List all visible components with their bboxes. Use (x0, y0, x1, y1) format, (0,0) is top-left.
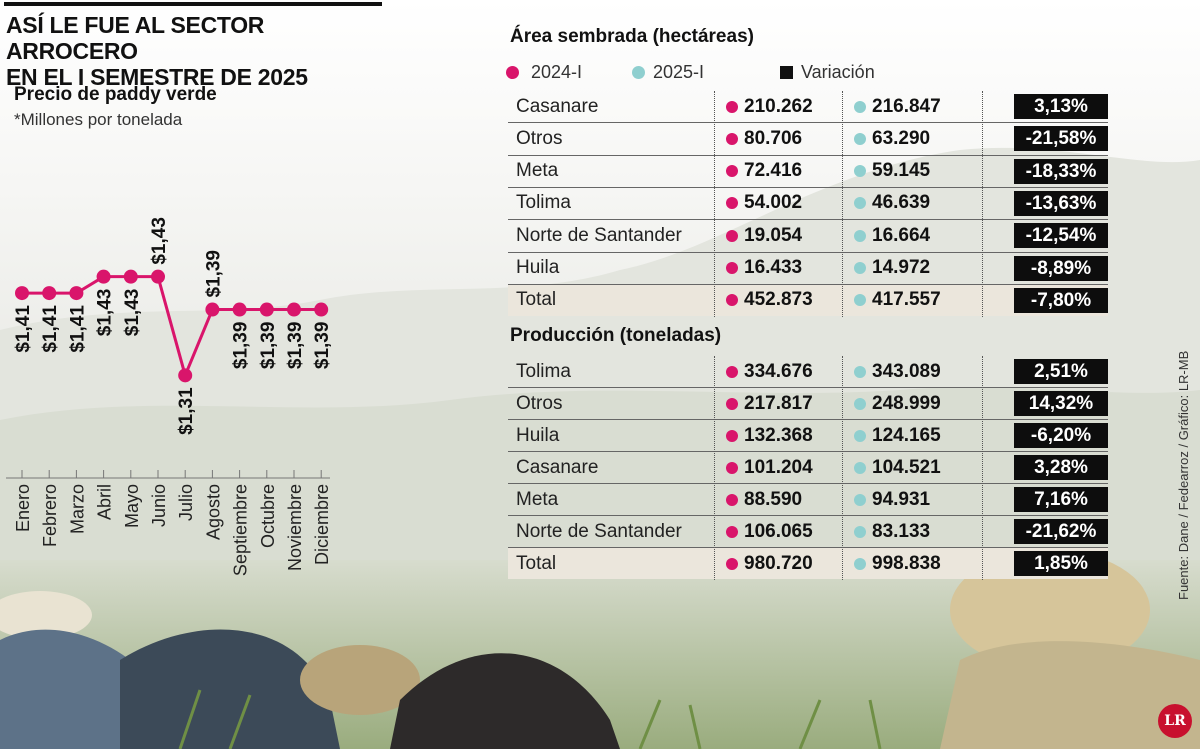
legend-variation (780, 62, 875, 83)
table-row (508, 356, 1108, 387)
data-value-label: $1,41 (40, 305, 62, 353)
pink-dot-icon (726, 526, 738, 538)
main-title-line-1: ASÍ LE FUE AL SECTOR ARROCERO (6, 12, 265, 64)
data-point (287, 303, 301, 317)
category-label: Febrero (40, 484, 61, 548)
table-total-row (508, 548, 1108, 579)
data-point (178, 368, 192, 382)
pink-dot-icon (726, 494, 738, 506)
lr-logo: LR (1158, 704, 1192, 738)
table-row (508, 156, 1108, 187)
row-department: Meta (516, 160, 559, 182)
table-row (508, 253, 1108, 284)
row-department: Norte de Santander (516, 224, 682, 246)
data-point (97, 270, 111, 284)
row-department: Tolima (516, 192, 571, 214)
category-label: Septiembre (230, 484, 251, 577)
row-value-2024 (726, 192, 802, 214)
row-variation-badge: -21,62% (1014, 519, 1108, 544)
value-2025-text: 998.838 (872, 552, 941, 574)
pink-dot-icon (726, 101, 738, 113)
table-row (508, 484, 1108, 515)
teal-dot-icon (854, 197, 866, 209)
table-row (508, 123, 1108, 154)
data-point (15, 286, 29, 300)
source-note: Fuente: Dane / Fedearroz / Gráfico: LR-MB (1176, 350, 1191, 600)
row-value-2025 (854, 425, 941, 447)
pink-dot-icon (726, 165, 738, 177)
category-label: Junio (149, 484, 169, 528)
price-line-chart (0, 0, 400, 600)
table-row (508, 516, 1108, 547)
value-2024-text: 88.590 (744, 488, 803, 510)
category-label: Julio (176, 484, 197, 522)
legend (506, 62, 875, 83)
row-value-2025 (854, 489, 930, 511)
category-label: Agosto (203, 484, 224, 541)
chart-subtitle: *Millones por tonelada (14, 110, 183, 129)
legend-variation-label: Variación (801, 62, 875, 82)
row-value-2024 (726, 457, 813, 479)
row-variation-badge: -18,33% (1014, 159, 1108, 184)
data-point (124, 270, 138, 284)
row-department: Huila (516, 257, 560, 278)
row-value-2025 (854, 160, 930, 182)
row-value-2024 (726, 289, 813, 311)
table-row (508, 220, 1108, 251)
data-value-label: $1,31 (176, 387, 198, 435)
pink-dot-icon (506, 66, 519, 79)
data-value-label: $1,43 (149, 217, 170, 265)
row-value-2025 (854, 289, 941, 311)
pink-dot-icon (726, 294, 738, 306)
row-variation-badge: -21,58% (1014, 126, 1108, 151)
table-row (508, 188, 1108, 219)
pink-dot-icon (726, 366, 738, 378)
value-2024-text: 16.433 (744, 257, 803, 278)
value-2024-text: 980.720 (744, 552, 813, 574)
value-2025-text: 46.639 (872, 192, 931, 214)
value-2025-text: 248.999 (872, 392, 941, 414)
value-2024-text: 101.204 (744, 456, 813, 478)
row-value-2025 (854, 553, 941, 575)
row-variation-badge: -7,80% (1014, 288, 1108, 313)
column-divider (714, 356, 715, 580)
pink-dot-icon (726, 197, 738, 209)
category-label: Abril (94, 484, 115, 521)
value-2025-text: 417.557 (872, 289, 941, 311)
row-department: Tolima (516, 360, 571, 382)
data-value-label: $1,39 (257, 321, 279, 370)
row-value-2025 (854, 192, 930, 214)
value-2024-text: 106.065 (744, 520, 813, 542)
category-label: Octubre (257, 484, 278, 549)
row-variation-badge: -13,63% (1014, 191, 1108, 216)
data-point (314, 303, 328, 317)
value-2024-text: 210.262 (744, 95, 813, 117)
data-value-label: $1,41 (67, 305, 89, 353)
category-label: Marzo (67, 484, 88, 535)
row-variation-badge: 2,51% (1014, 359, 1108, 384)
row-value-2024 (726, 521, 813, 543)
row-variation-badge: -12,54% (1014, 223, 1108, 248)
row-department: Norte de Santander (516, 520, 682, 542)
pink-dot-icon (726, 462, 738, 474)
value-2025-text: 59.145 (872, 160, 931, 182)
production-table-title: Producción (toneladas) (510, 325, 722, 346)
data-point (42, 286, 56, 300)
table-row (508, 388, 1108, 419)
category-label: Noviembre (285, 484, 305, 572)
value-2025-text: 14.972 (872, 257, 931, 278)
teal-dot-icon (854, 494, 866, 506)
value-2025-text: 16.664 (872, 224, 931, 246)
pink-dot-icon (726, 262, 738, 274)
value-2024-text: 132.368 (744, 424, 813, 446)
teal-dot-icon (854, 230, 866, 242)
column-divider (982, 91, 983, 317)
row-department: Meta (516, 488, 559, 510)
category-label: Enero (13, 484, 33, 533)
value-2025-text: 83.133 (872, 520, 931, 542)
row-value-2025 (854, 96, 941, 118)
data-value-label: $1,39 (203, 250, 225, 298)
row-department: Total (516, 289, 557, 311)
teal-dot-icon (854, 462, 866, 474)
data-value-label: $1,41 (13, 305, 34, 353)
black-square-icon (780, 66, 793, 79)
row-value-2025 (854, 393, 941, 415)
value-2024-text: 80.706 (744, 127, 803, 149)
teal-dot-icon (854, 526, 866, 538)
data-value-label: $1,39 (285, 321, 306, 370)
table-row (508, 91, 1108, 122)
teal-dot-icon (632, 66, 645, 79)
row-variation-badge: 3,28% (1014, 455, 1108, 480)
value-2025-text: 104.521 (872, 456, 941, 478)
row-variation-badge: 1,85% (1014, 551, 1108, 576)
row-value-2025 (854, 457, 941, 479)
row-department: Huila (516, 424, 560, 446)
row-department: Casanare (516, 95, 599, 117)
teal-dot-icon (854, 366, 866, 378)
data-value-label: $1,43 (94, 288, 116, 337)
area-table-title: Área sembrada (hectáreas) (510, 26, 754, 47)
row-variation-badge: 3,13% (1014, 94, 1108, 119)
chart-title: Precio de paddy verde (14, 84, 217, 105)
legend-2025-label: 2025-I (653, 62, 705, 82)
row-value-2024 (726, 96, 813, 118)
column-divider (842, 356, 843, 580)
teal-dot-icon (854, 430, 866, 442)
value-2024-text: 54.002 (744, 192, 803, 214)
row-department: Casanare (516, 456, 599, 478)
row-value-2024 (726, 425, 813, 447)
value-2025-text: 216.847 (872, 95, 941, 117)
pink-dot-icon (726, 230, 738, 242)
data-value-label: $1,39 (312, 321, 334, 370)
teal-dot-icon (854, 398, 866, 410)
value-2025-text: 94.931 (872, 488, 931, 510)
teal-dot-icon (854, 294, 866, 306)
column-divider (842, 91, 843, 317)
value-2024-text: 217.817 (744, 392, 813, 414)
data-value-label: $1,39 (230, 321, 252, 370)
row-variation-badge: 14,32% (1014, 391, 1108, 416)
row-value-2024 (726, 489, 802, 511)
category-label: Mayo (121, 484, 142, 529)
table-row (508, 452, 1108, 483)
teal-dot-icon (854, 165, 866, 177)
table-total-row (508, 285, 1108, 316)
main-title-line-2: EN EL I SEMESTRE DE 2025 (6, 64, 308, 90)
row-department: Otros (516, 127, 563, 149)
pink-dot-icon (726, 133, 738, 145)
value-2025-text: 124.165 (872, 424, 941, 446)
row-value-2025 (854, 361, 941, 383)
pink-dot-icon (726, 558, 738, 570)
value-2025-text: 343.089 (872, 360, 941, 382)
row-variation-badge: -6,20% (1014, 423, 1108, 448)
row-value-2025 (854, 257, 930, 279)
pink-dot-icon (726, 398, 738, 410)
row-value-2024 (726, 225, 802, 247)
column-divider (982, 356, 983, 580)
row-variation-badge: -8,89% (1014, 256, 1108, 281)
row-value-2025 (854, 225, 930, 247)
category-label: Diciembre (312, 484, 333, 566)
row-value-2024 (726, 160, 802, 182)
row-value-2025 (854, 128, 930, 150)
column-divider (714, 91, 715, 317)
data-point (233, 303, 247, 317)
row-value-2025 (854, 521, 930, 543)
data-value-label: $1,43 (121, 288, 143, 337)
teal-dot-icon (854, 101, 866, 113)
teal-dot-icon (854, 262, 866, 274)
row-variation-badge: 7,16% (1014, 487, 1108, 512)
value-2024-text: 452.873 (744, 289, 813, 311)
row-value-2024 (726, 257, 802, 279)
value-2025-text: 63.290 (872, 127, 931, 149)
row-department: Total (516, 552, 557, 574)
legend-2024 (506, 62, 632, 83)
data-point (260, 303, 274, 317)
teal-dot-icon (854, 558, 866, 570)
data-point (151, 270, 165, 284)
row-value-2024 (726, 128, 802, 150)
row-value-2024 (726, 393, 813, 415)
row-department: Otros (516, 392, 563, 414)
data-point (205, 303, 219, 317)
row-value-2024 (726, 361, 813, 383)
pink-dot-icon (726, 430, 738, 442)
value-2024-text: 72.416 (744, 160, 803, 182)
legend-2025 (632, 62, 780, 83)
teal-dot-icon (854, 133, 866, 145)
value-2024-text: 19.054 (744, 224, 803, 246)
value-2024-text: 334.676 (744, 360, 813, 382)
table-row (508, 420, 1108, 451)
data-point (69, 286, 83, 300)
row-value-2024 (726, 553, 813, 575)
legend-2024-label: 2024-I (531, 62, 583, 82)
